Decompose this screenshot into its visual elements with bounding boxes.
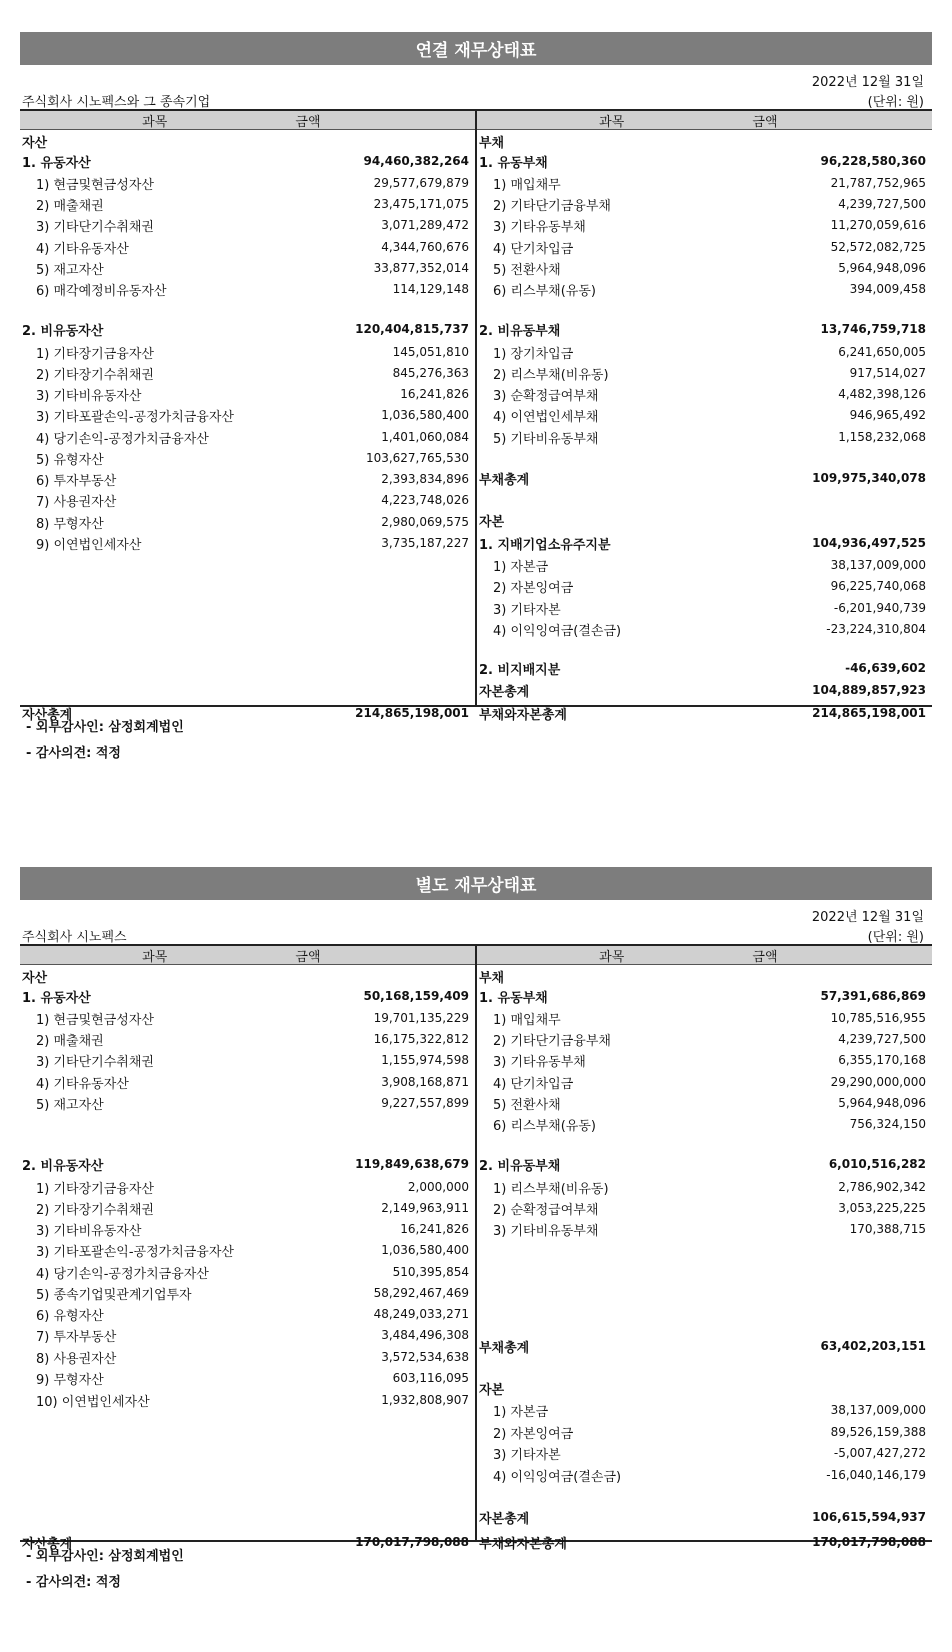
row-amount: 11,270,059,616: [830, 218, 926, 232]
row-amount: 106,615,594,937: [812, 1510, 926, 1524]
row-label: 4) 단기차입금: [493, 241, 574, 257]
row-amount: 6,010,516,282: [828, 1157, 926, 1171]
header-amount: 금액: [752, 950, 778, 965]
row-label: 1) 매입채무: [493, 1012, 561, 1028]
table-row: [477, 426, 932, 448]
row-amount: -46,639,602: [845, 661, 926, 675]
row-label: 2) 자본잉여금: [493, 1426, 574, 1442]
table-row: [20, 257, 475, 279]
company-name: 주식회사 시노펙스와 그 종속기업: [22, 95, 211, 110]
row-label: 부채총계: [479, 472, 530, 488]
table-row: [20, 532, 475, 554]
table-row: [477, 257, 932, 279]
table-row: [20, 318, 475, 340]
row-label: 3) 순확정급여부채: [493, 388, 599, 404]
row-amount: 50,168,159,409: [363, 989, 469, 1003]
table-row: [20, 1218, 475, 1240]
table-row: [20, 172, 475, 194]
row-amount: 5,964,948,096: [838, 1096, 926, 1110]
row-amount: 3,053,225,225: [838, 1201, 926, 1215]
row-label: 2) 순확정급여부채: [493, 1202, 599, 1218]
row-label: 1. 지배기업소유주지분: [479, 537, 611, 553]
row-label: 3) 기타유동부채: [493, 219, 586, 235]
row-label: 2) 기타장기수취채권: [36, 367, 154, 383]
table-row: [477, 236, 932, 258]
separate-statement: [20, 867, 932, 1652]
assets-column: [20, 111, 477, 723]
total-row: [477, 679, 932, 701]
section-heading: [477, 509, 932, 531]
table-row: [20, 1176, 475, 1198]
row-label: 자산총계: [22, 707, 73, 723]
row-amount: 6,355,170,168: [838, 1053, 926, 1067]
table-row: [20, 1197, 475, 1219]
row-amount: 2,980,069,575: [381, 515, 469, 529]
row-label: 6) 투자부동산: [36, 473, 117, 489]
row-label: 1) 매입채무: [493, 177, 561, 193]
assets-column: [20, 946, 477, 1552]
row-label: 3) 기타자본: [493, 602, 561, 618]
table-row: [20, 383, 475, 405]
row-label: 4) 단기차입금: [493, 1076, 574, 1092]
row-label: 8) 무형자산: [36, 516, 104, 532]
total-row: [477, 467, 932, 489]
row-amount: 63,402,203,151: [820, 1339, 926, 1353]
consolidated-statement: [20, 32, 932, 822]
row-label: 10) 이연법인세자산: [36, 1394, 150, 1410]
table-row: [20, 214, 475, 236]
table-row: [477, 172, 932, 194]
table-row: [477, 1071, 932, 1093]
table-row: [20, 447, 475, 469]
row-amount: 510,395,854: [392, 1265, 469, 1279]
table-row: [477, 1442, 932, 1464]
table-row: [20, 1389, 475, 1411]
table-row: [20, 341, 475, 363]
section-heading: [477, 965, 932, 987]
column-header: [20, 111, 475, 130]
opinion-note: - 감사의견: 적정: [26, 746, 121, 761]
row-amount: -23,224,310,804: [826, 622, 926, 636]
row-label: 3) 기타포괄손익-공정가치금융자산: [36, 409, 234, 425]
row-amount: 4,482,398,126: [838, 387, 926, 401]
row-label: 3) 기타포괄손익-공정가치금융자산: [36, 1244, 234, 1260]
row-amount: 33,877,352,014: [373, 261, 469, 275]
row-amount: 16,175,322,812: [373, 1032, 469, 1046]
table-row: [20, 511, 475, 533]
table-row: [20, 1239, 475, 1261]
row-amount: 5,964,948,096: [838, 261, 926, 275]
consolidated-title: 연결 재무상태표: [20, 32, 932, 65]
column-header: [20, 946, 475, 965]
row-amount: 109,975,340,078: [812, 471, 926, 485]
row-amount: 16,241,826: [400, 387, 469, 401]
row-amount: 29,290,000,000: [830, 1075, 926, 1089]
row-amount: 4,239,727,500: [838, 1032, 926, 1046]
row-label: 3) 기타비유동부채: [493, 1223, 599, 1239]
total-row: [20, 1531, 475, 1553]
table-row: [477, 362, 932, 384]
table-row: [20, 426, 475, 448]
row-label: 자본총계: [479, 684, 530, 700]
total-row: [477, 1531, 932, 1553]
section-heading: [20, 130, 475, 152]
table-row: [477, 1176, 932, 1198]
column-header: [477, 946, 932, 965]
row-label: 1) 자본금: [493, 559, 549, 575]
table-row: [20, 468, 475, 490]
row-label: 4) 기타유동자산: [36, 1076, 129, 1092]
table-row: [477, 214, 932, 236]
table-row: [20, 1049, 475, 1071]
row-label: 6) 리스부채(유동): [493, 1118, 596, 1134]
row-label: 4) 기타유동자산: [36, 241, 129, 257]
table-row: [477, 1153, 932, 1175]
table-row: [20, 1324, 475, 1346]
row-label: 6) 유형자산: [36, 1308, 104, 1324]
row-label: 3) 기타유동부채: [493, 1054, 586, 1070]
row-label: 4) 당기손익-공정가치금융자산: [36, 431, 209, 447]
table-row: [477, 318, 932, 340]
table-row: [477, 1049, 932, 1071]
row-label: 5) 전환사채: [493, 1097, 561, 1113]
row-label: 부채와자본총계: [479, 707, 567, 723]
row-amount: 1,036,580,400: [381, 1243, 469, 1257]
header-amount: 금액: [752, 115, 778, 130]
statement-date: 2022년 12월 31일: [811, 910, 924, 925]
total-row: [477, 1335, 932, 1357]
table-row: [477, 278, 932, 300]
row-label: 4) 이익잉여금(결손금): [493, 1469, 622, 1485]
row-label: 5) 유형자산: [36, 452, 104, 468]
table-row: [477, 657, 932, 679]
consolidated-sheet: [20, 109, 932, 723]
row-label: 자산: [22, 135, 48, 151]
table-row: [20, 404, 475, 426]
row-amount: 96,225,740,068: [830, 579, 926, 593]
row-label: 1) 기타장기금융자산: [36, 1181, 154, 1197]
row-amount: 1,401,060,084: [381, 430, 469, 444]
row-amount: 23,475,171,075: [373, 197, 469, 211]
row-label: 2) 자본잉여금: [493, 580, 574, 596]
row-amount: 104,889,857,923: [812, 683, 926, 697]
table-row: [477, 341, 932, 363]
table-row: [20, 236, 475, 258]
row-amount: 1,036,580,400: [381, 408, 469, 422]
row-amount: 119,849,638,679: [355, 1157, 469, 1171]
table-row: [477, 1399, 932, 1421]
row-amount: 214,865,198,001: [355, 706, 469, 720]
row-label: 자본총계: [479, 1511, 530, 1527]
row-label: 1) 현금및현금성자산: [36, 177, 154, 193]
row-amount: 52,572,082,725: [830, 240, 926, 254]
row-amount: 38,137,009,000: [830, 558, 926, 572]
header-amount: 금액: [295, 950, 321, 965]
row-amount: 57,391,686,869: [820, 989, 926, 1003]
row-label: 5) 기타비유동부채: [493, 431, 599, 447]
row-amount: 3,484,496,308: [381, 1328, 469, 1342]
row-label: 2. 비유동부채: [479, 1158, 561, 1174]
row-amount: 19,701,135,229: [373, 1011, 469, 1025]
row-amount: 1,932,808,907: [381, 1393, 469, 1407]
row-label: 2) 매출채권: [36, 198, 104, 214]
table-row: [477, 1464, 932, 1486]
row-amount: 170,017,798,088: [355, 1535, 469, 1549]
section-heading: [477, 1377, 932, 1399]
row-label: 2. 비유동부채: [479, 323, 561, 339]
table-row: [477, 1197, 932, 1219]
row-amount: 603,116,095: [392, 1371, 469, 1385]
auditor-note: - 외부감사인: 삼정회계법인: [26, 720, 184, 735]
row-label: 9) 무형자산: [36, 1372, 104, 1388]
row-amount: 3,071,289,472: [381, 218, 469, 232]
statement-date: 2022년 12월 31일: [811, 75, 924, 90]
row-label: 자산: [22, 970, 48, 986]
row-label: 3) 기타비유동자산: [36, 1223, 142, 1239]
row-amount: -5,007,427,272: [833, 1446, 926, 1460]
row-amount: 103,627,765,530: [365, 451, 469, 465]
separate-sheet: [20, 944, 932, 1552]
row-label: 1. 유동자산: [22, 990, 91, 1006]
table-row: [477, 575, 932, 597]
table-row: [20, 278, 475, 300]
row-label: 1. 유동부채: [479, 155, 548, 171]
row-amount: 13,746,759,718: [820, 322, 926, 336]
row-amount: -6,201,940,739: [833, 601, 926, 615]
table-row: [477, 383, 932, 405]
table-row: [477, 1092, 932, 1114]
row-amount: 756,324,150: [849, 1117, 926, 1131]
company-name: 주식회사 시노펙스: [22, 930, 127, 945]
row-label: 부채와자본총계: [479, 1536, 567, 1552]
opinion-note: - 감사의견: 적정: [26, 1575, 121, 1590]
row-amount: 96,228,580,360: [820, 154, 926, 168]
section-heading: [20, 965, 475, 987]
row-amount: 9,227,557,899: [381, 1096, 469, 1110]
row-label: 1. 유동자산: [22, 155, 91, 171]
row-label: 3) 기타비유동자산: [36, 388, 142, 404]
row-label: 1) 리스부채(비유동): [493, 1181, 609, 1197]
liabilities-column: [477, 111, 932, 723]
row-label: 2. 비지배지분: [479, 662, 561, 678]
row-label: 자본: [479, 1382, 505, 1398]
header-amount: 금액: [295, 115, 321, 130]
table-row: [477, 618, 932, 640]
row-amount: 120,404,815,737: [355, 322, 469, 336]
row-label: 부채: [479, 135, 505, 151]
row-label: 8) 사용권자산: [36, 1351, 117, 1367]
row-amount: -16,040,146,179: [826, 1468, 926, 1482]
header-item: 과목: [599, 115, 625, 130]
table-row: [20, 1282, 475, 1304]
row-amount: 114,129,148: [392, 282, 469, 296]
row-amount: 29,577,679,879: [373, 176, 469, 190]
header-item: 과목: [142, 950, 168, 965]
row-label: 3) 기타자본: [493, 1447, 561, 1463]
row-label: 5) 재고자산: [36, 262, 104, 278]
row-label: 자산총계: [22, 1536, 73, 1552]
row-amount: 214,865,198,001: [812, 706, 926, 720]
row-label: 2) 기타장기수취채권: [36, 1202, 154, 1218]
table-row: [20, 150, 475, 172]
table-row: [20, 1261, 475, 1283]
table-row: [20, 193, 475, 215]
table-row: [20, 985, 475, 1007]
table-row: [477, 150, 932, 172]
table-row: [477, 985, 932, 1007]
row-amount: 170,388,715: [849, 1222, 926, 1236]
table-row: [477, 404, 932, 426]
row-amount: 1,155,974,598: [381, 1053, 469, 1067]
row-amount: 21,787,752,965: [830, 176, 926, 190]
total-row: [20, 702, 475, 724]
row-amount: 2,149,963,911: [381, 1201, 469, 1215]
table-row: [20, 1346, 475, 1368]
row-label: 5) 재고자산: [36, 1097, 104, 1113]
table-row: [477, 1421, 932, 1443]
total-row: [477, 702, 932, 724]
auditor-note: - 외부감사인: 삼정회계법인: [26, 1549, 184, 1564]
row-label: 7) 투자부동산: [36, 1329, 117, 1345]
table-row: [20, 1028, 475, 1050]
row-amount: 917,514,027: [849, 366, 926, 380]
table-row: [477, 1218, 932, 1240]
row-amount: 946,965,492: [849, 408, 926, 422]
column-header: [477, 111, 932, 130]
row-amount: 4,223,748,026: [381, 493, 469, 507]
row-label: 3) 기타단기수취채권: [36, 219, 154, 235]
unit-label: (단위: 원): [867, 930, 924, 945]
unit-label: (단위: 원): [867, 95, 924, 110]
row-amount: 104,936,497,525: [812, 536, 926, 550]
row-label: 부채: [479, 970, 505, 986]
row-amount: 2,786,902,342: [838, 1180, 926, 1194]
table-row: [20, 1007, 475, 1029]
row-amount: 3,908,168,871: [381, 1075, 469, 1089]
table-row: [477, 193, 932, 215]
table-row: [477, 597, 932, 619]
row-label: 2) 매출채권: [36, 1033, 104, 1049]
row-label: 5) 전환사채: [493, 262, 561, 278]
row-label: 2. 비유동자산: [22, 1158, 104, 1174]
row-label: 자본: [479, 514, 505, 530]
row-label: 9) 이연법인세자산: [36, 537, 142, 553]
row-label: 1) 자본금: [493, 1404, 549, 1420]
separate-meta: [20, 900, 932, 944]
row-amount: 145,051,810: [392, 345, 469, 359]
row-label: 5) 종속기업및관계기업투자: [36, 1287, 192, 1303]
table-row: [20, 489, 475, 511]
table-row: [477, 1113, 932, 1135]
row-label: 1. 유동부채: [479, 990, 548, 1006]
row-label: 1) 현금및현금성자산: [36, 1012, 154, 1028]
row-amount: 2,000,000: [407, 1180, 469, 1194]
row-label: 2) 리스부채(비유동): [493, 367, 609, 383]
table-row: [20, 1153, 475, 1175]
row-amount: 845,276,363: [392, 366, 469, 380]
row-amount: 1,158,232,068: [838, 430, 926, 444]
row-label: 2) 기타단기금융부채: [493, 1033, 611, 1049]
row-label: 3) 기타단기수취채권: [36, 1054, 154, 1070]
row-label: 부채총계: [479, 1340, 530, 1356]
table-row: [477, 532, 932, 554]
row-label: 1) 장기차입금: [493, 346, 574, 362]
table-row: [20, 1092, 475, 1114]
table-row: [477, 1007, 932, 1029]
row-label: 1) 기타장기금융자산: [36, 346, 154, 362]
table-row: [20, 1303, 475, 1325]
row-amount: 89,526,159,388: [830, 1425, 926, 1439]
row-amount: 2,393,834,896: [381, 472, 469, 486]
row-amount: 3,735,187,227: [381, 536, 469, 550]
section-heading: [477, 130, 932, 152]
row-label: 7) 사용권자산: [36, 494, 117, 510]
table-row: [477, 554, 932, 576]
row-amount: 6,241,650,005: [838, 345, 926, 359]
header-item: 과목: [599, 950, 625, 965]
consolidated-meta: [20, 65, 932, 109]
row-amount: 394,009,458: [849, 282, 926, 296]
row-amount: 170,017,798,088: [812, 1535, 926, 1549]
table-row: [20, 362, 475, 384]
row-amount: 3,572,534,638: [381, 1350, 469, 1364]
row-label: 6) 리스부채(유동): [493, 283, 596, 299]
row-amount: 94,460,382,264: [363, 154, 469, 168]
row-amount: 4,239,727,500: [838, 197, 926, 211]
liabilities-column: [477, 946, 932, 1552]
row-amount: 16,241,826: [400, 1222, 469, 1236]
table-row: [477, 1028, 932, 1050]
row-amount: 10,785,516,955: [830, 1011, 926, 1025]
row-label: 2) 기타단기금융부채: [493, 198, 611, 214]
row-amount: 4,344,760,676: [381, 240, 469, 254]
row-amount: 58,292,467,469: [373, 1286, 469, 1300]
total-row: [477, 1506, 932, 1528]
row-label: 6) 매각예정비유동자산: [36, 283, 167, 299]
separate-title: 별도 재무상태표: [20, 867, 932, 900]
row-amount: 38,137,009,000: [830, 1403, 926, 1417]
header-item: 과목: [142, 115, 168, 130]
row-label: 2. 비유동자산: [22, 323, 104, 339]
row-label: 4) 이익잉여금(결손금): [493, 623, 622, 639]
table-row: [20, 1367, 475, 1389]
row-label: 4) 당기손익-공정가치금융자산: [36, 1266, 209, 1282]
row-amount: 48,249,033,271: [373, 1307, 469, 1321]
row-label: 4) 이연법인세부채: [493, 409, 599, 425]
table-row: [20, 1071, 475, 1093]
